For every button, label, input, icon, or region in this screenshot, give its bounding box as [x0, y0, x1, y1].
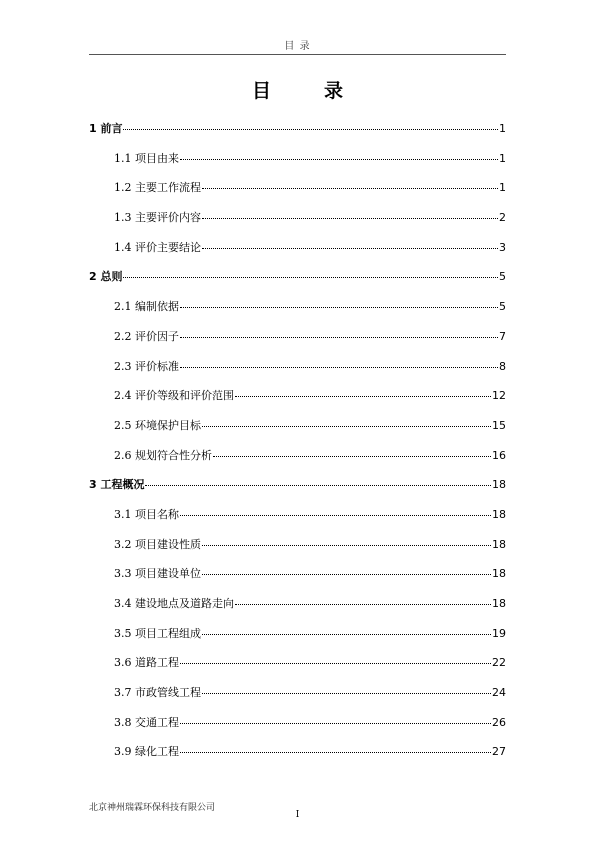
toc-section-entry[interactable]: [89, 381, 506, 411]
toc-entry-page-number: 15: [492, 418, 506, 432]
toc-entry-page-number: 2: [499, 211, 506, 225]
toc-entry-title: 1 前言: [89, 122, 123, 135]
toc-entry-title: 2 总则: [89, 270, 123, 284]
toc-entry-page-number: 26: [492, 715, 506, 729]
toc-entry-title: 1.1 项目由来: [114, 151, 179, 165]
toc-section-entry[interactable]: [89, 737, 506, 767]
dot-leader: [202, 692, 491, 694]
toc-entry-page-number: 18: [492, 478, 506, 492]
toc-entry-page-number: 16: [492, 448, 506, 462]
toc-section-entry[interactable]: [89, 678, 506, 708]
toc-chapter-entry[interactable]: [89, 114, 506, 144]
dot-leader: [213, 455, 491, 457]
toc-entry-title: 1.3 主要评价内容: [114, 211, 201, 225]
toc-entry-title: 3.8 交通工程: [114, 715, 179, 729]
dot-leader: [180, 158, 498, 160]
toc-entry-title: 3.3 项目建设单位: [114, 567, 201, 581]
toc-entry-title: 3.5 项目工程组成: [114, 626, 201, 640]
toc-entry-page-number: 24: [492, 686, 506, 700]
running-header: 目 录: [89, 40, 506, 55]
toc-section-entry[interactable]: [89, 144, 506, 174]
toc-entry-page-number: 27: [492, 745, 506, 759]
toc-entry-page-number: 1: [499, 122, 506, 135]
toc-entry-title: 3.4 建设地点及道路走向: [114, 597, 234, 610]
toc-chapter-entry[interactable]: [89, 262, 506, 292]
dot-leader: [180, 336, 498, 338]
dot-leader: [235, 603, 491, 605]
footer-company-name: 北京神州瑞霖环保科技有限公司: [89, 803, 216, 813]
toc-entry-title: 2.2 评价因子: [114, 329, 179, 343]
dot-leader: [123, 128, 498, 130]
toc-section-entry[interactable]: [89, 203, 506, 233]
toc-section-entry[interactable]: [89, 500, 506, 530]
dot-leader: [202, 247, 498, 249]
dot-leader: [202, 573, 491, 575]
page-title: 目 录: [252, 80, 343, 102]
toc-entry-page-number: 5: [499, 300, 506, 314]
toc-section-entry[interactable]: [89, 619, 506, 649]
toc-section-entry[interactable]: [89, 352, 506, 382]
toc-entry-page-number: 19: [492, 626, 506, 640]
dot-leader: [202, 544, 491, 546]
toc-entry-page-number: 12: [492, 389, 506, 403]
toc-entry-page-number: 18: [492, 567, 506, 581]
toc-entry-title: 2.6 规划符合性分析: [114, 448, 212, 462]
toc-section-entry[interactable]: [89, 233, 506, 263]
toc-entry-page-number: 7: [499, 329, 506, 343]
toc-entry-title: 2.3 评价标准: [114, 359, 179, 373]
dot-leader: [180, 662, 491, 664]
toc-entry-title: 3.7 市政管线工程: [114, 686, 201, 700]
dot-leader: [202, 187, 498, 189]
footer-page-number: I: [295, 810, 300, 820]
toc-entry-title: 3.6 道路工程: [114, 656, 179, 670]
toc-entry-page-number: 1: [499, 181, 506, 195]
dot-leader: [235, 395, 491, 397]
table-of-contents: [89, 114, 506, 767]
toc-section-entry[interactable]: [89, 173, 506, 203]
dot-leader: [202, 633, 491, 635]
toc-entry-title: 2.1 编制依据: [114, 300, 179, 314]
toc-section-entry[interactable]: [89, 648, 506, 678]
toc-entry-page-number: 5: [499, 270, 506, 284]
dot-leader: [180, 514, 491, 516]
toc-section-entry[interactable]: [89, 322, 506, 352]
toc-entry-page-number: 8: [499, 359, 506, 373]
toc-entry-title: 3 工程概况: [89, 478, 145, 492]
toc-entry-title: 3.2 项目建设性质: [114, 537, 201, 551]
toc-entry-page-number: 1: [499, 151, 506, 165]
dot-leader: [180, 366, 498, 368]
toc-section-entry[interactable]: [89, 292, 506, 322]
dot-leader: [202, 217, 498, 219]
toc-entry-title: 2.5 环境保护目标: [114, 418, 201, 432]
dot-leader: [123, 276, 498, 278]
toc-section-entry[interactable]: [89, 559, 506, 589]
toc-entry-page-number: 18: [492, 597, 506, 610]
toc-section-entry[interactable]: [89, 708, 506, 738]
toc-entry-title: 1.2 主要工作流程: [114, 181, 201, 195]
toc-entry-title: 3.9 绿化工程: [114, 745, 179, 759]
dot-leader: [180, 751, 491, 753]
toc-entry-page-number: 18: [492, 507, 506, 521]
toc-section-entry[interactable]: [89, 441, 506, 471]
toc-entry-page-number: 18: [492, 537, 506, 551]
toc-entry-page-number: 3: [499, 240, 506, 254]
toc-section-entry[interactable]: [89, 411, 506, 441]
toc-entry-title: 1.4 评价主要结论: [114, 240, 201, 254]
toc-section-entry[interactable]: [89, 589, 506, 619]
toc-entry-title: 2.4 评价等级和评价范围: [114, 389, 234, 403]
toc-entry-page-number: 22: [492, 656, 506, 670]
toc-chapter-entry[interactable]: [89, 470, 506, 500]
toc-entry-title: 3.1 项目名称: [114, 507, 179, 521]
dot-leader: [202, 425, 491, 427]
dot-leader: [180, 306, 498, 308]
dot-leader: [145, 484, 491, 486]
dot-leader: [180, 722, 491, 724]
toc-section-entry[interactable]: [89, 530, 506, 560]
